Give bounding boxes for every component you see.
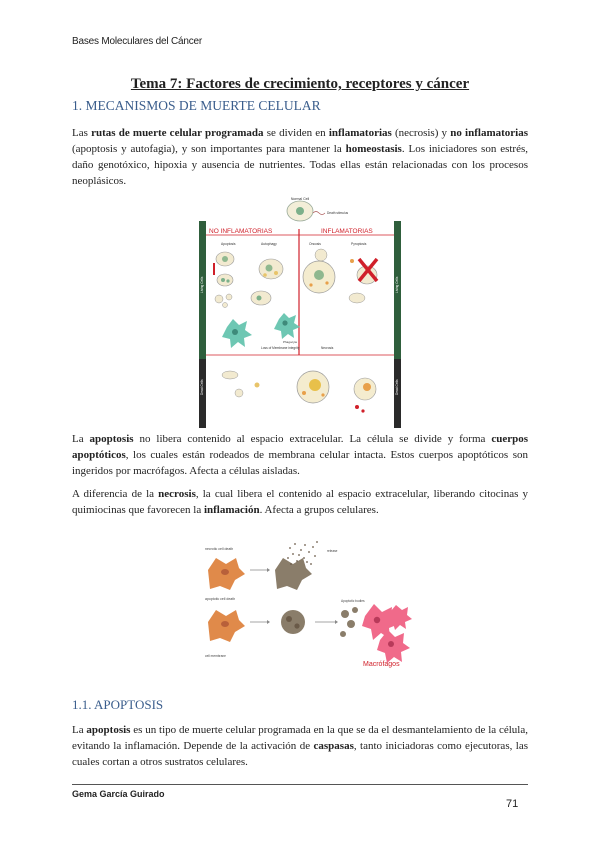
label-inflamatorias: INFLAMATORIAS (321, 228, 373, 235)
paragraph-intro: Las rutas de muerte celular programada se dividen en inflamatorias (necrosis) y no inflamatorias (apoptosis y autofagia), y son importantes para mantener la homeostasis. Los iniciadores son estrés, daño genotóxico, hipoxia y ausencia de nutrientes. Todas ellas están relacionadas con los procesos neoplásicos. (72, 127, 529, 187)
svg-text:Apoptotic bodies: Apoptotic bodies (341, 599, 365, 603)
label-necrotic: necrotic cell death (205, 547, 234, 551)
svg-text:Dead Cells: Dead Cells (395, 379, 399, 395)
footer-rule (72, 784, 528, 785)
label-no-inflamatorias: NO INFLAMATORIAS (209, 228, 273, 235)
paragraph-apoptosis: La apoptosis no libera contenido al espacio extracelular. La célula se divide y forma cuerpos apoptóticos, los cuales están rodeados de membrana celular intacta. Estos cuerpos apoptóticos son ingeridos por macrófagos. Afecta a células aisladas. (72, 433, 528, 477)
running-header: Bases Moleculares del Cáncer (72, 36, 203, 47)
svg-text:Phagocyte: Phagocyte (283, 340, 298, 344)
svg-text:Living Cells: Living Cells (200, 276, 204, 293)
label-macrofagos: Macrófagos (363, 661, 400, 668)
paragraph-necrosis: A diferencia de la necrosis, la cual libera el contenido al espacio extracelular, liberando citocinas y quimiocinas que favorecen la inflamación. Afecta a grupos celulares. (72, 488, 528, 516)
label-necrosis: Necrosis (321, 346, 334, 350)
label-membrane: Loss of Membrane integrity (261, 346, 300, 350)
paragraph-apoptosis-definition: La apoptosis es un tipo de muerte celular programada en la que se da el desmantelamiento de la célula, evitando la inflamación. Depende de la activación de caspasas, tanto iniciadoras como ejecutoras, las cuales cortan a otros sustratos celulares. (72, 724, 528, 768)
cell-death-diagram (199, 195, 401, 428)
footer-author: Gema García Guirado (72, 789, 165, 799)
section-heading-1: 1. MECANISMOS DE MUERTE CELULAR (72, 98, 321, 113)
svg-text:Apoptosis: Apoptosis (221, 242, 236, 246)
page-title: Tema 7: Factores de crecimiento, receptores y cáncer (130, 76, 470, 92)
label-normal-cell: Normal Cell (290, 197, 310, 201)
svg-text:release: release (327, 549, 338, 553)
necrosis-apoptosis-figure (205, 540, 417, 670)
section-heading-1-1: 1.1. APOPTOSIS (72, 697, 164, 712)
label-death-stimulus: Death stimulus (327, 211, 349, 215)
svg-text:Pyroptosis: Pyroptosis (351, 242, 367, 246)
apoptotic-cell-2 (281, 610, 305, 634)
label-apoptotic: apoptotic cell death (205, 597, 236, 601)
page-number: 71 (506, 798, 519, 810)
svg-text:Autophagy: Autophagy (261, 242, 277, 246)
svg-text:cell membrane: cell membrane (205, 654, 226, 658)
svg-text:Oncosis: Oncosis (309, 242, 321, 246)
svg-text:Dead Cells: Dead Cells (200, 379, 204, 395)
svg-text:Living Cells: Living Cells (395, 276, 399, 293)
